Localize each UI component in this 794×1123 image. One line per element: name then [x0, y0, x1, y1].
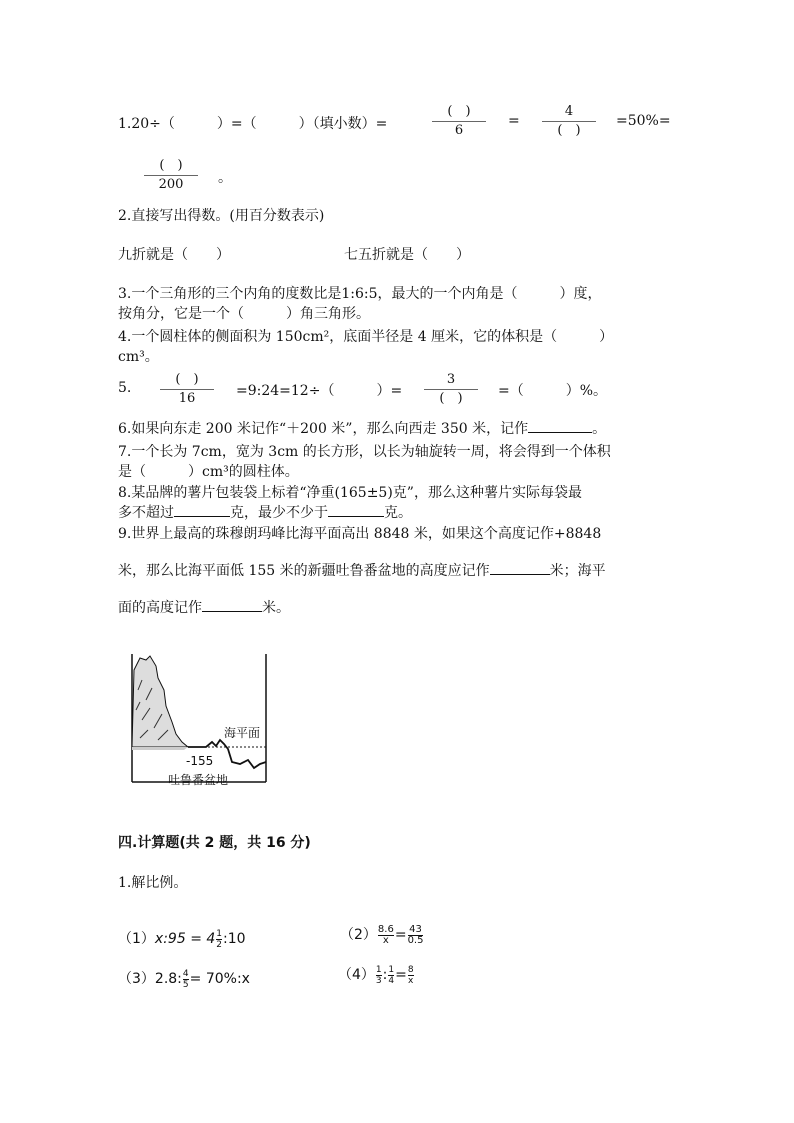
p4-c-num: 8 — [407, 964, 414, 975]
q6-answer-blank[interactable] — [528, 420, 592, 433]
problem-4 — [338, 964, 415, 986]
q1-frac1-denominator: 6 — [454, 123, 464, 138]
q5-label: 5. — [118, 380, 132, 396]
p1-frac-den: 2 — [216, 939, 223, 950]
problem-4-colon: : — [382, 967, 388, 983]
q1-equals-percent: =50%= — [616, 113, 671, 129]
p3-frac-den: 5 — [182, 979, 189, 990]
problem-3-rhs: = 70%:x — [189, 971, 250, 987]
q9-line-1: 9.世界上最高的珠穆朗玛峰比海平面高出 8848 米，如果这个高度记作+8848 — [118, 526, 602, 542]
problem-4-equals: = — [395, 967, 407, 983]
q1-fraction-1 — [432, 104, 486, 139]
q5-frac1-numerator: ( ) — [175, 372, 199, 387]
problem-4-fraction-c — [408, 965, 414, 986]
q1-fraction-3 — [144, 158, 198, 193]
problem-1-rhs: :10 — [223, 931, 246, 947]
q5-fraction-1 — [160, 372, 214, 407]
q5-middle: =9:24=12÷（ ）= — [236, 383, 403, 399]
section-4-title: 四.计算题(共 2 题，共 16 分) — [118, 835, 311, 851]
q7-line-1: 7.一个长为 7cm，宽为 3cm 的长方形，以长为轴旋转一周，将会得到一个体积 — [118, 444, 611, 460]
q9-line-2 — [118, 560, 606, 580]
basin-label: 吐鲁番盆地 — [168, 773, 229, 787]
q1-frac3-numerator: ( ) — [159, 158, 183, 173]
q8-text-a: 多不超过 — [118, 505, 174, 521]
problem-2 — [340, 924, 424, 946]
q8-text-c: 克。 — [384, 505, 412, 521]
q8-line-2 — [118, 502, 412, 522]
q6-text: 6.如果向东走 200 米记作“＋200 米”，那么向西走 350 米，记作 — [118, 421, 529, 437]
p4-b-den: 4 — [388, 975, 395, 986]
problem-1-fraction — [216, 929, 222, 950]
p2-right-num: 43 — [409, 923, 422, 935]
problem-1-label: （1） — [118, 931, 155, 947]
calc-q1-title: 1.解比例。 — [118, 875, 188, 891]
p1-frac-num: 1 — [216, 928, 223, 939]
q1-equals: = — [508, 113, 520, 129]
q9-text-c: 面的高度记作 — [118, 600, 202, 616]
p2-left-num: 8.6 — [377, 923, 394, 935]
q9-sea-level-blank[interactable] — [202, 599, 262, 612]
q5-fraction-2 — [424, 372, 478, 407]
problem-2-fraction-left — [378, 925, 394, 946]
q8-min-blank[interactable] — [328, 504, 384, 517]
q1-frac2-numerator: 4 — [564, 104, 574, 119]
q1-frac2-denominator: ( ) — [557, 123, 581, 138]
q6-line — [118, 418, 606, 438]
q8-text-b: 克，最少不少于 — [230, 505, 328, 521]
q5-frac1-denominator: 16 — [178, 391, 196, 406]
q2-title: 2.直接写出得数。(用百分数表示) — [118, 208, 325, 224]
depth-label: -155 — [186, 754, 214, 768]
q1-fraction-2 — [542, 104, 596, 139]
problem-3-fraction — [183, 969, 189, 990]
q1-frac3-denominator: 200 — [158, 177, 184, 192]
problem-1 — [118, 928, 246, 950]
q1-frac1-numerator: ( ) — [447, 104, 471, 119]
q5-frac2-denominator: ( ) — [439, 391, 463, 406]
problem-4-fraction-b — [388, 965, 394, 986]
p4-c-den: x — [408, 975, 414, 986]
problem-3-label: （3） — [118, 971, 155, 987]
problem-2-label: （2） — [340, 927, 377, 943]
sea-level-label: 海平面 — [224, 726, 261, 740]
problem-4-label: （4） — [338, 967, 375, 983]
q2-item-2: 七五折就是（ ） — [344, 247, 470, 263]
q9-text-d: 米。 — [262, 600, 290, 616]
p3-frac-num: 4 — [182, 968, 189, 979]
p2-right-den: 0.5 — [407, 934, 424, 946]
q9-basin-blank[interactable] — [490, 562, 550, 575]
p2-left-den: x — [378, 935, 394, 946]
problem-1-lhs: x:95 = 4 — [154, 931, 216, 947]
q2-item-1: 九折就是（ ） — [118, 247, 230, 263]
terrain-figure — [128, 650, 270, 790]
problem-2-equals: = — [394, 927, 407, 943]
p4-a-num: 1 — [375, 964, 382, 975]
q5-frac2-numerator: 3 — [446, 372, 456, 387]
q6-end: 。 — [592, 421, 607, 437]
p4-b-num: 1 — [388, 964, 395, 975]
q7-line-2: 是（ ）cm³的圆柱体。 — [118, 464, 299, 480]
q5-tail: =（ ）%。 — [498, 383, 608, 399]
q9-line-3 — [118, 597, 290, 617]
problem-3-lhs: 2.8: — [154, 971, 182, 987]
q3-line-1: 3.一个三角形的三个内角的度数比是1:6:5，最大的一个内角是（ ）度， — [118, 286, 602, 302]
q8-max-blank[interactable] — [174, 504, 230, 517]
q8-line-1: 8.某品牌的薯片包装袋上标着“净重(165±5)克”，那么这种薯片实际每袋最 — [118, 485, 582, 501]
p4-a-den: 3 — [375, 975, 382, 986]
problem-3 — [118, 968, 250, 990]
terrain-illustration — [128, 650, 270, 790]
q4-line-2: cm³。 — [118, 349, 159, 365]
q4-line-1: 4.一个圆柱体的侧面积为 150cm²，底面半径是 4 厘米，它的体积是（ ） — [118, 329, 614, 345]
q9-text-b: 米；海平 — [549, 563, 606, 579]
problem-2-fraction-right — [408, 925, 424, 946]
q1-period: 。 — [218, 170, 232, 186]
q9-text-a: 米，那么比海平面低 155 米的新疆吐鲁番盆地的高度应记作 — [118, 563, 490, 579]
q1-prefix: 1.20÷（ ）=（ ）（填小数）= — [118, 116, 388, 132]
q3-line-2: 按角分，它是一个（ ）角三角形。 — [118, 306, 370, 322]
problem-4-fraction-a — [376, 965, 382, 986]
